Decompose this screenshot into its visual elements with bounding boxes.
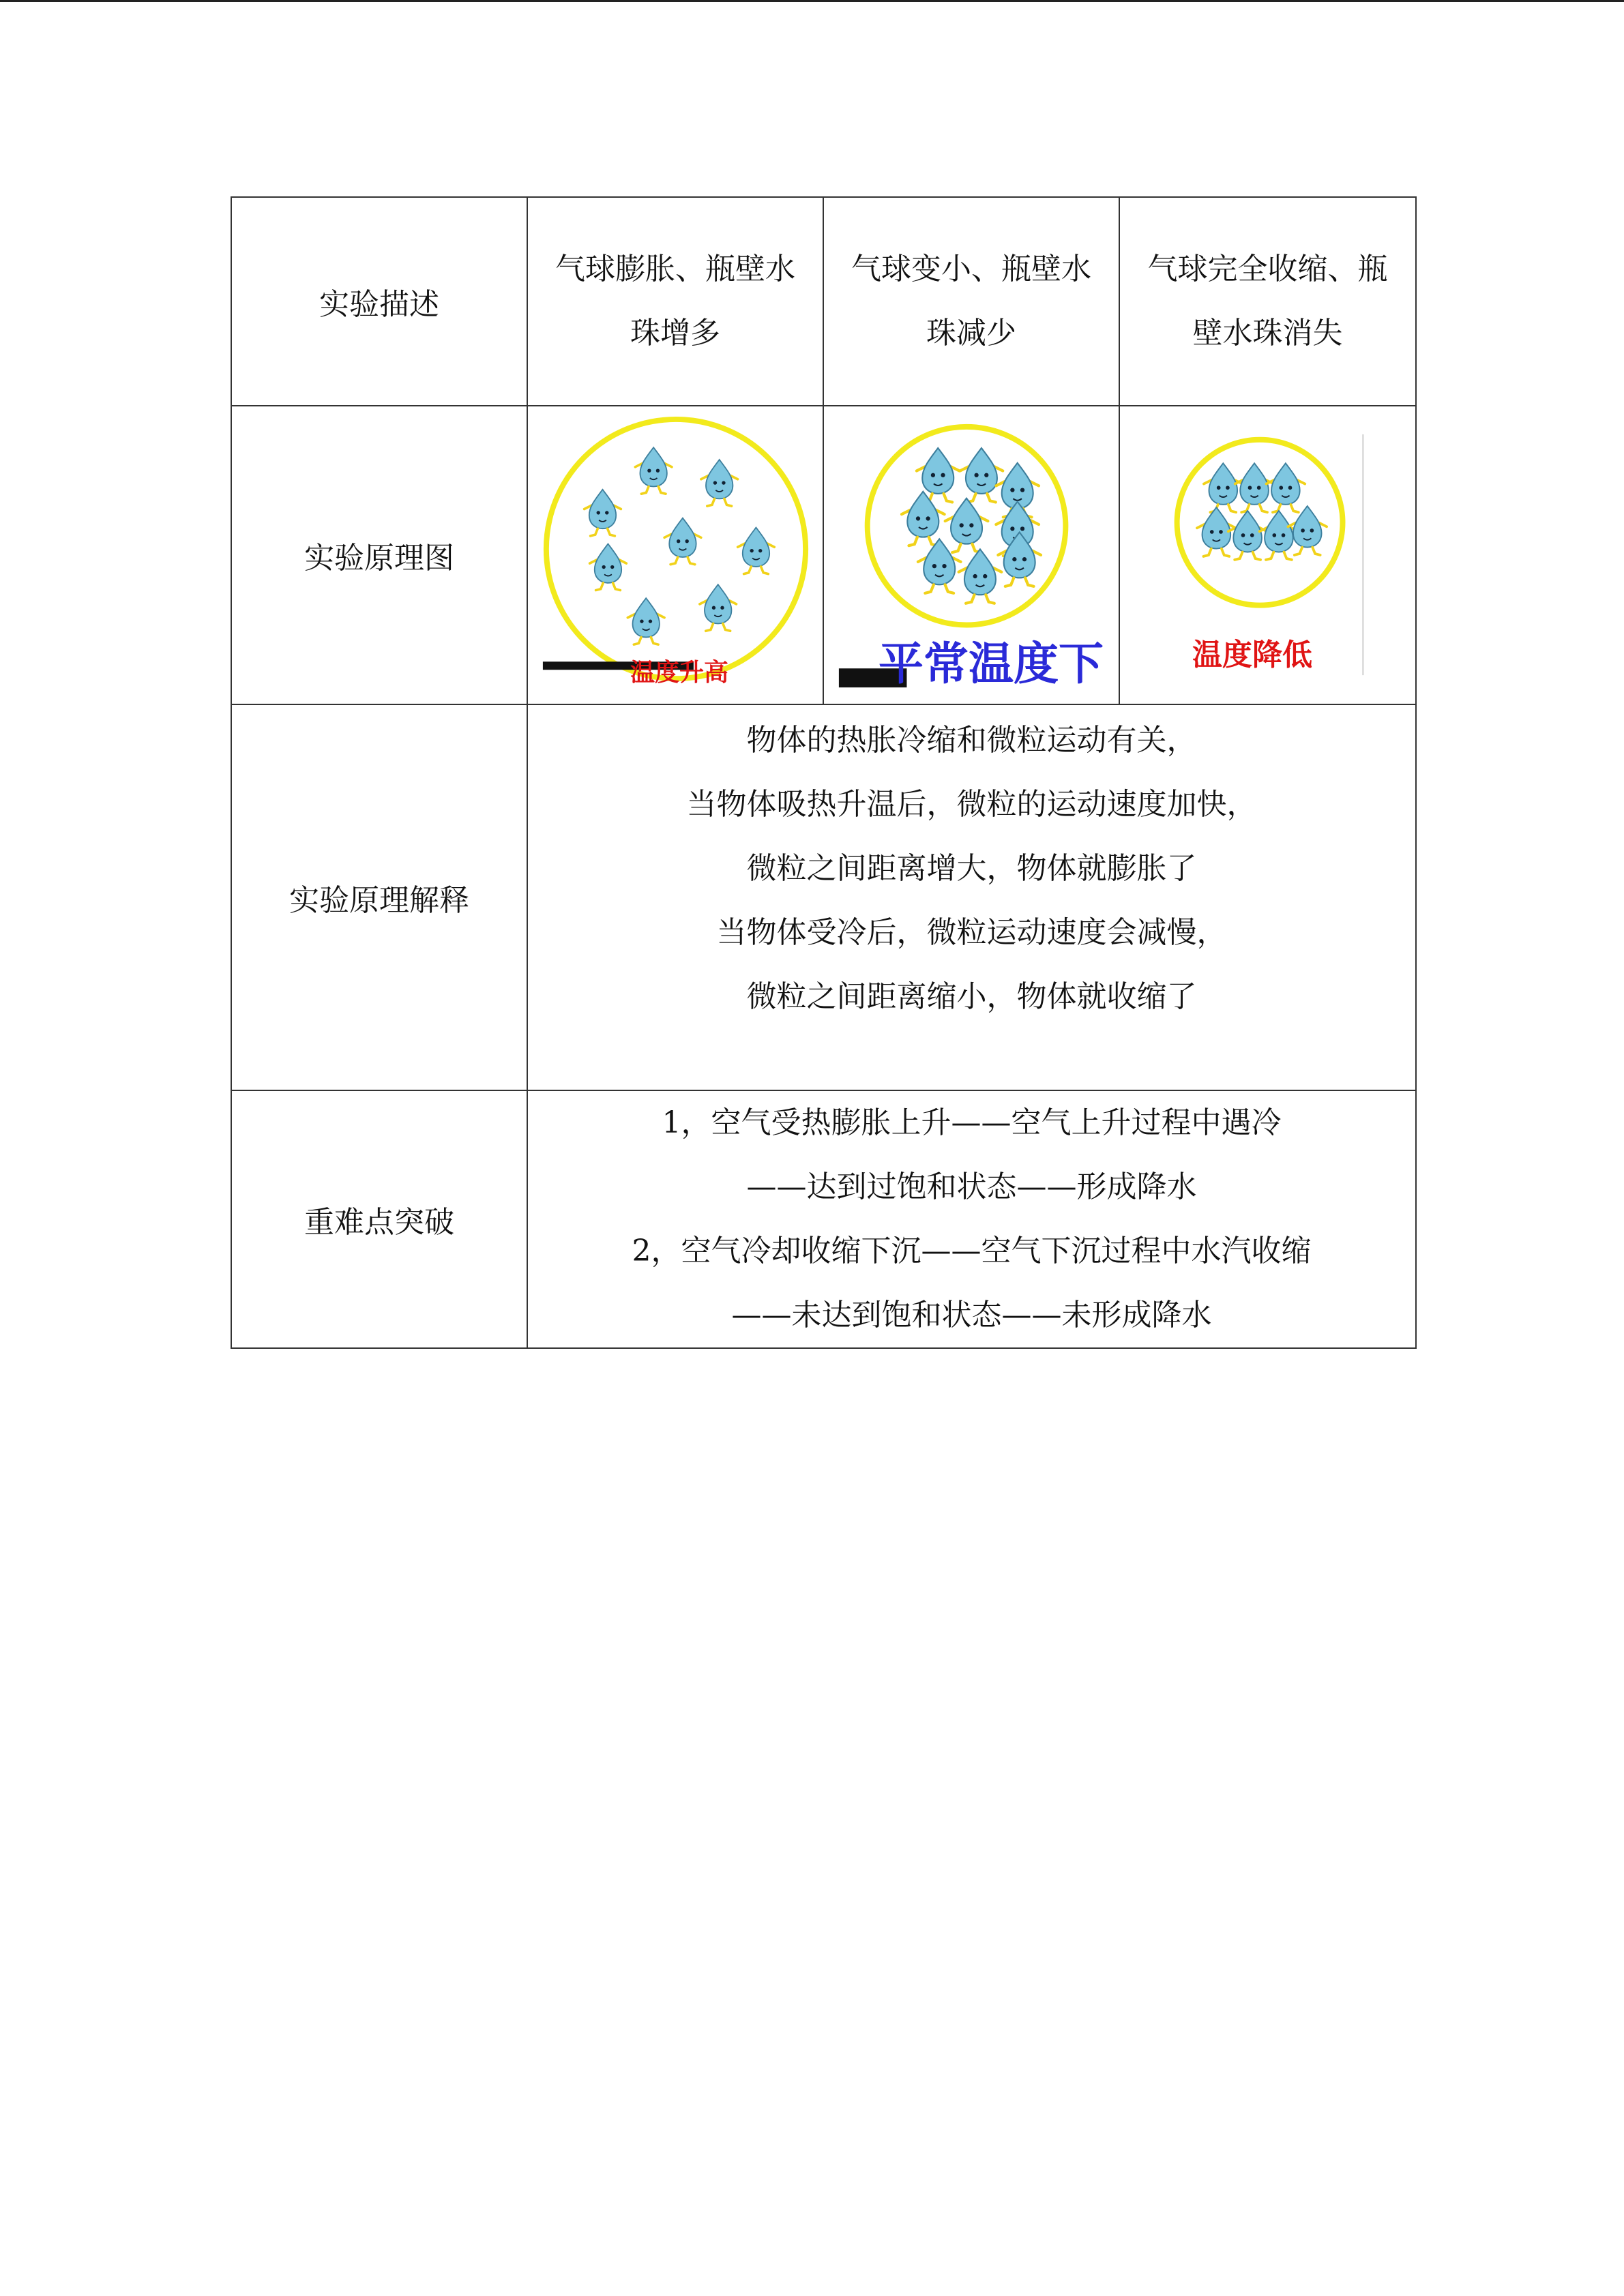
label-principle-explanation: 实验原理解释 (231, 704, 527, 1090)
page-top-rule (0, 0, 1624, 2)
water-droplet-character-icon (918, 539, 961, 593)
key-point-line: 2，空气冷却收缩下沉——空气下沉过程中水汽收缩 (632, 1234, 1312, 1268)
water-droplet-character-icon (1235, 463, 1274, 512)
explanation-line: 微粒之间距离增大，物体就膨胀了 (746, 851, 1197, 886)
label-key-points: 重难点突破 (231, 1090, 527, 1348)
diagram-cell-warm (527, 406, 823, 704)
water-droplet-character-icon (945, 498, 988, 552)
water-droplet-character-icon (960, 448, 1003, 502)
key-point-line: ——达到过饱和状态——形成降水 (746, 1169, 1197, 1204)
label-experiment-description: 实验描述 (231, 197, 527, 406)
water-droplet-character-icon (1228, 511, 1267, 560)
row-principle-explanation (231, 704, 1416, 1090)
water-droplet-character-icon (902, 492, 945, 546)
water-droplet-character-icon (701, 460, 738, 506)
description-expanding (527, 197, 823, 406)
caption-normal-temperature: 平常温度下 (879, 637, 1104, 690)
water-droplet-character-icon (738, 528, 775, 574)
key-point-line: 1，空气受热膨胀上升——空气上升过程中遇冷 (662, 1105, 1282, 1140)
water-droplet-character-icon (635, 447, 672, 494)
water-droplet-character-icon (959, 549, 1002, 603)
water-droplet-character-icon (628, 598, 664, 644)
key-point-line: ——未达到饱和状态——未形成降水 (731, 1298, 1212, 1332)
key-points-cell (527, 1090, 1416, 1348)
explanation-line: 当物体吸热升温后，微粒的运动速度加快， (686, 787, 1257, 822)
diagram-cell-normal (823, 406, 1119, 704)
water-droplet-character-icon (664, 518, 701, 565)
water-droplet-character-icon (585, 490, 621, 536)
row-experiment-description (231, 197, 1416, 406)
water-droplet-character-icon (1267, 463, 1305, 512)
water-droplet-character-icon (1260, 511, 1299, 560)
description-line: 气球完全收缩、瓶 (1147, 252, 1388, 286)
explanation-line: 物体的热胀冷缩和微粒运动有关， (746, 723, 1197, 758)
lesson-table (231, 196, 1417, 1349)
caption-temperature-rising: 温度升高 (630, 658, 729, 687)
diagram-cell-cold (1119, 406, 1416, 704)
description-line: 珠增多 (630, 316, 720, 351)
explanation-cell (527, 704, 1416, 1090)
row-key-points (231, 1090, 1416, 1348)
explanation-line: 微粒之间距离缩小，物体就收缩了 (746, 979, 1197, 1014)
water-droplet-character-icon (1204, 463, 1243, 512)
description-line: 气球膨胀、瓶壁水 (555, 252, 795, 286)
row-principle-diagram (231, 406, 1416, 704)
description-fully-shrunk (1119, 197, 1416, 406)
water-droplet-character-icon (590, 543, 627, 590)
description-line: 珠减少 (926, 316, 1016, 351)
caption-temperature-dropping: 温度降低 (1192, 638, 1312, 672)
water-droplet-character-icon (700, 584, 737, 631)
water-droplet-character-icon (1288, 506, 1327, 555)
description-shrinking (823, 197, 1119, 406)
explanation-line: 当物体受冷后，微粒运动速度会减慢， (716, 915, 1227, 950)
description-line: 壁水珠消失 (1192, 316, 1343, 351)
label-principle-diagram: 实验原理图 (231, 406, 527, 704)
description-line: 气球变小、瓶壁水 (851, 252, 1091, 286)
